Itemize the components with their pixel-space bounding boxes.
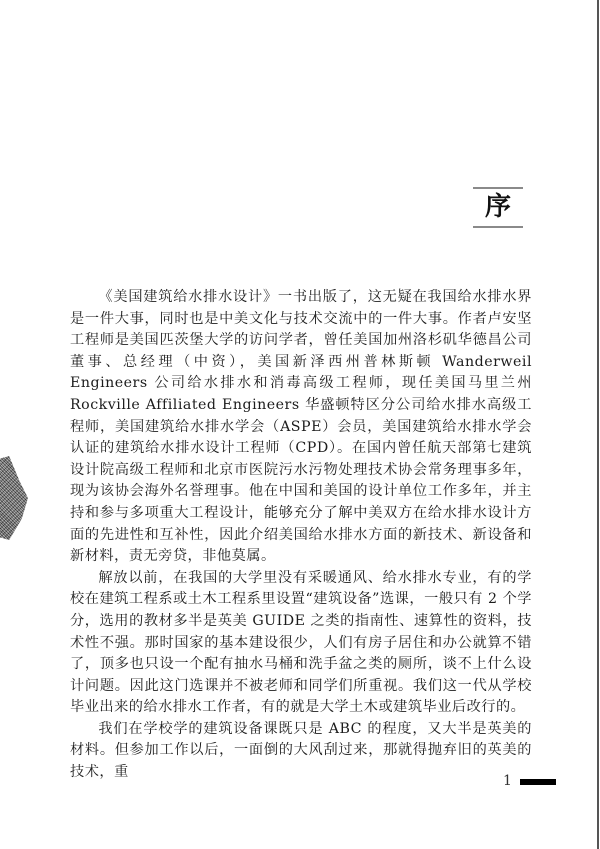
page-number: 1 [503,773,512,789]
body-text [70,287,532,784]
heading-rule-top [473,187,523,189]
paragraph-1: 《美国建筑给水排水设计》一书出版了，这无疑在我国给水排水界是一件大事，同时也是中美文化与技术交流中的一件大事。作者卢安坚工程师是美国匹茨堡大学的访问学者，曾任美国加州洛杉矶华德昌公司董事、总经理（中资），美国新泽西州普林斯顿 Wanderweil Engineers 公司给水排水和消毒高级工程师，现任美国马里兰州 Rockville Affiliated Engineers 华盛顿特区分公司给水排水高级工程师，美国建筑给水排水学会（ASPE）会员，美国建筑给水排水学会认证的建筑给水排水设计工程师（CPD）。在国内曾任航天部第七建筑设计院高级工程师和北京市医院污水污物处理技术协会常务理事多年，现为该协会海外名誉理事。他在中国和美国的设计单位工作多年，并主持和参与多项重大工程设计，能够充分了解中美双方在给水排水设计方面的先进性和互补性，因此介绍美国给水排水方面的新技术、新设备和新材料，责无旁贷，非他莫属。 [70,289,532,565]
paragraph-2: 解放以前，在我国的大学里没有采暖通风、给水排水专业，有的学校在建筑工程系或土木工程系里设置“建筑设备”选课，一般只有 2 个学分，选用的教材多半是英美 GUIDE 之类的指南性、速算性的资料，技术性不强。那时国家的基本建设很少，人们有房子居住和办公就算不错了，顶多也只设一个配有抽水马桶和洗手盆之类的厕所，谈不上什么设计问题。因此这门选课并不被老师和同学们所重视。我们这一代从学校毕业出来的给水排水工作者，有的就是大学土木或建筑毕业后改行的。 [70,569,532,716]
chapter-title: 序 [484,192,511,222]
page-number-bar [520,779,556,785]
heading-rule-bottom [473,226,523,228]
chapter-heading [473,187,523,229]
paragraph-3: 我们在学校学的建筑设备课既只是 ABC 的程度，又大半是英美的材料。但参加工作以后，一面倒的大风刮过来，那就得抛弃旧的英美的技术，重 [70,720,532,781]
scan-artifact [0,456,28,540]
page-edge-line [597,0,599,849]
